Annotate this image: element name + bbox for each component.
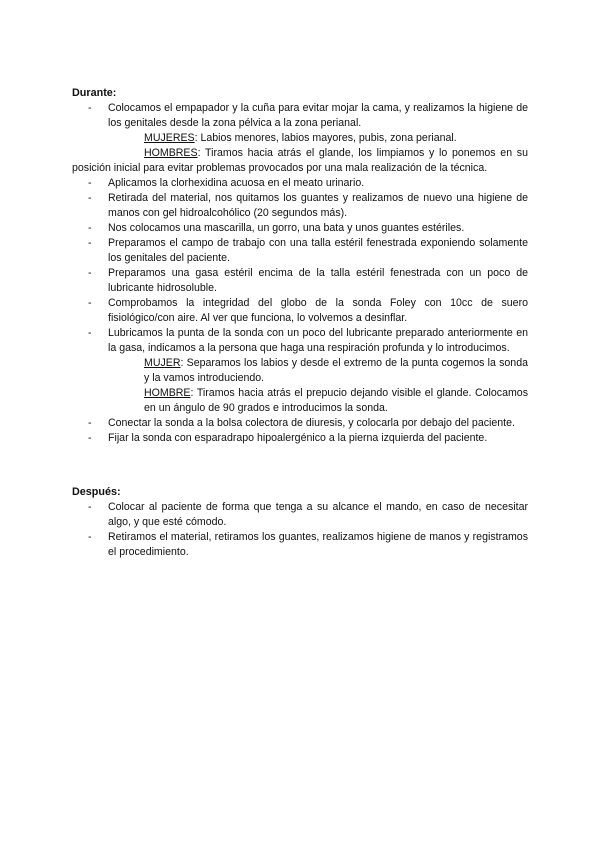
item-text: Colocar al paciente de forma que tenga a su alcance el mando, en caso de necesitar algo, y que esté cómodo. [108,501,528,528]
heading-durante: Durante: [72,87,117,99]
item-text: Preparamos una gasa estéril encima de la talla estéril fenestrada con un poco de lubricante hidrosoluble. [108,267,528,294]
sub-text-hombres: : Tiramos hacia atrás el glande, los limpiamos y lo ponemos en su posición inicial para evitar problemas provocados por una mala realización de la técnica. [72,147,528,174]
item-text: Comprobamos la integridad del globo de la sonda Foley con 10cc de suero fisiológico/con aire. Al ver que funciona, lo volvemos a desinflar. [108,297,528,324]
bullet-dash: - [88,417,92,429]
item-text: Conectar la sonda a la bolsa colectora de diuresis, y colocarla por debajo del paciente. [108,417,515,429]
list-item [72,431,528,446]
list-item [72,101,528,131]
list-item [72,176,528,191]
item-text: Lubricamos la punta de la sonda con un poco del lubricante preparado anteriormente en la gasa, indicamos a la persona que haga una respiración profunda y lo introducimos. [108,327,528,354]
list-item [72,266,528,296]
sub-label-hombre: HOMBRE [144,387,191,399]
heading-despues: Después: [72,486,121,498]
bullet-dash: - [88,177,92,189]
sub-item-mujer [72,356,528,386]
sub-text-mujer: : Separamos los labios y desde el extremo de la punta cogemos la sonda y la vamos introduciendo. [144,357,528,384]
item-text: Nos colocamos una mascarilla, un gorro, una bata y unos guantes estériles. [108,222,465,234]
list-item [72,221,528,236]
item-text: Fijar la sonda con esparadrapo hipoalergénico a la pierna izquierda del paciente. [108,432,488,444]
list-item [72,416,528,431]
sub-text-hombre: : Tiramos hacia atrás el prepucio dejando visible el glande. Colocamos en un ángulo de 90 grados e introducimos la sonda. [144,387,528,414]
list-item [72,500,528,530]
bullet-dash: - [88,192,92,204]
list-item [72,530,528,560]
bullet-dash: - [88,237,92,249]
item-text: Retirada del material, nos quitamos los guantes y realizamos de nuevo una higiene de manos con gel hidroalcohólico (20 segundos más). [108,192,528,219]
bullet-dash: - [88,267,92,279]
sub-label-hombres: HOMBRES [144,147,198,159]
bullet-dash: - [88,327,92,339]
list-item [72,236,528,266]
bullet-dash: - [88,222,92,234]
sub-label-mujeres: MUJERES [144,132,195,144]
item-text: Colocamos el empapador y la cuña para evitar mojar la cama, y realizamos la higiene de los genitales desde la zona pélvica a la zona perianal. [108,102,528,129]
sub-item-hombres [72,146,528,176]
item-text: Retiramos el material, retiramos los guantes, realizamos higiene de manos y registramos el procedimiento. [108,531,528,558]
sub-item-hombre [72,386,528,416]
item-text: Aplicamos la clorhexidina acuosa en el meato urinario. [108,177,365,189]
sub-label-mujer: MUJER [144,357,181,369]
list-item [72,191,528,221]
bullet-dash: - [88,102,92,114]
sub-text-mujeres: : Labios menores, labios mayores, pubis, zona perianal. [194,132,457,144]
list-item [72,326,528,356]
bullet-dash: - [88,432,92,444]
list-durante [72,101,528,446]
list-item [72,296,528,326]
item-text: Preparamos el campo de trabajo con una talla estéril fenestrada exponiendo solamente los genitales del paciente. [108,237,528,264]
list-despues [72,500,528,560]
sub-item-mujeres [72,131,528,146]
bullet-dash: - [88,297,92,309]
bullet-dash: - [88,531,92,543]
bullet-dash: - [88,501,92,513]
